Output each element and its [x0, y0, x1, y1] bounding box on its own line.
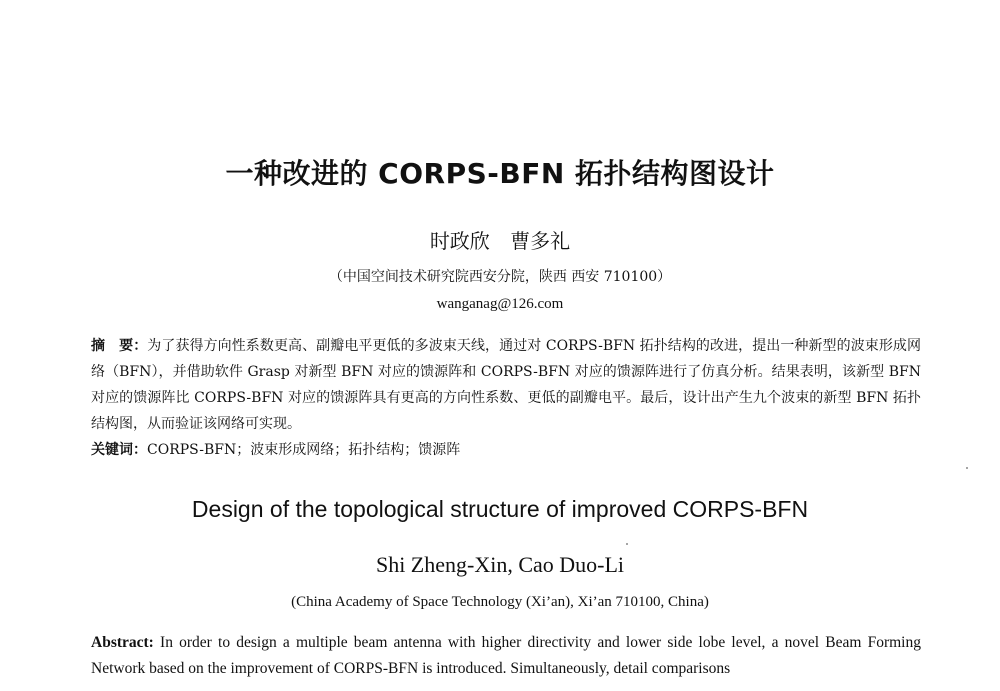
chinese-abstract-text: 为了获得方向性系数更高、副瓣电平更低的多波束天线，通过对 CORPS-BFN 拓扑结构的改进，提出一种新型的波束形成网络（BFN），并借助软件 Grasp 对新型 BFN 对应的馈源阵和 CORPS-BFN 对应的馈源阵进行了仿真分析。结果表明，该新型 BFN 对应的馈源阵比 CORPS-BFN 对应的馈源阵具有更高的方向性系数、更低的副瓣电平。最后，设计出产生九个波束的新型 BFN 拓扑结构图，从而验证该网络可实现。 [91, 338, 921, 432]
scan-speck [626, 543, 628, 545]
english-authors: Shi Zheng-Xin, Cao Duo-Li [375, 552, 625, 577]
chinese-abstract [91, 333, 921, 437]
chinese-keywords-text: CORPS-BFN；波束形成网络；拓扑结构；馈源阵 [147, 442, 461, 458]
english-abstract-text: In order to design a multiple beam antenna with higher directivity and lower side lobe level, a novel Beam Forming Network based on the improvement of CORPS-BFN is introduced. Simultaneously, detail comparisons [91, 634, 921, 677]
chinese-keywords-label: 关键词： [91, 442, 147, 458]
chinese-abstract-label: 摘 要： [91, 338, 148, 354]
chinese-authors: 时政欣 曹多礼 [429, 229, 571, 253]
english-affiliation: (China Academy of Space Technology (Xi’an), Xi’an 710100, China) [291, 594, 709, 610]
chinese-affiliation: （中国空间技术研究院西安分院，陕西 西安 710100） [328, 269, 672, 285]
english-abstract-label: Abstract: [91, 634, 154, 651]
english-title: Design of the topological structure of improved CORPS-BFN [191, 496, 809, 522]
scan-speck [966, 467, 968, 469]
chinese-keywords [91, 437, 921, 463]
chinese-title: 一种改进的 CORPS-BFN 拓扑结构图设计 [225, 157, 775, 190]
english-abstract [91, 630, 921, 682]
author-email: wanganag@126.com [436, 296, 564, 312]
